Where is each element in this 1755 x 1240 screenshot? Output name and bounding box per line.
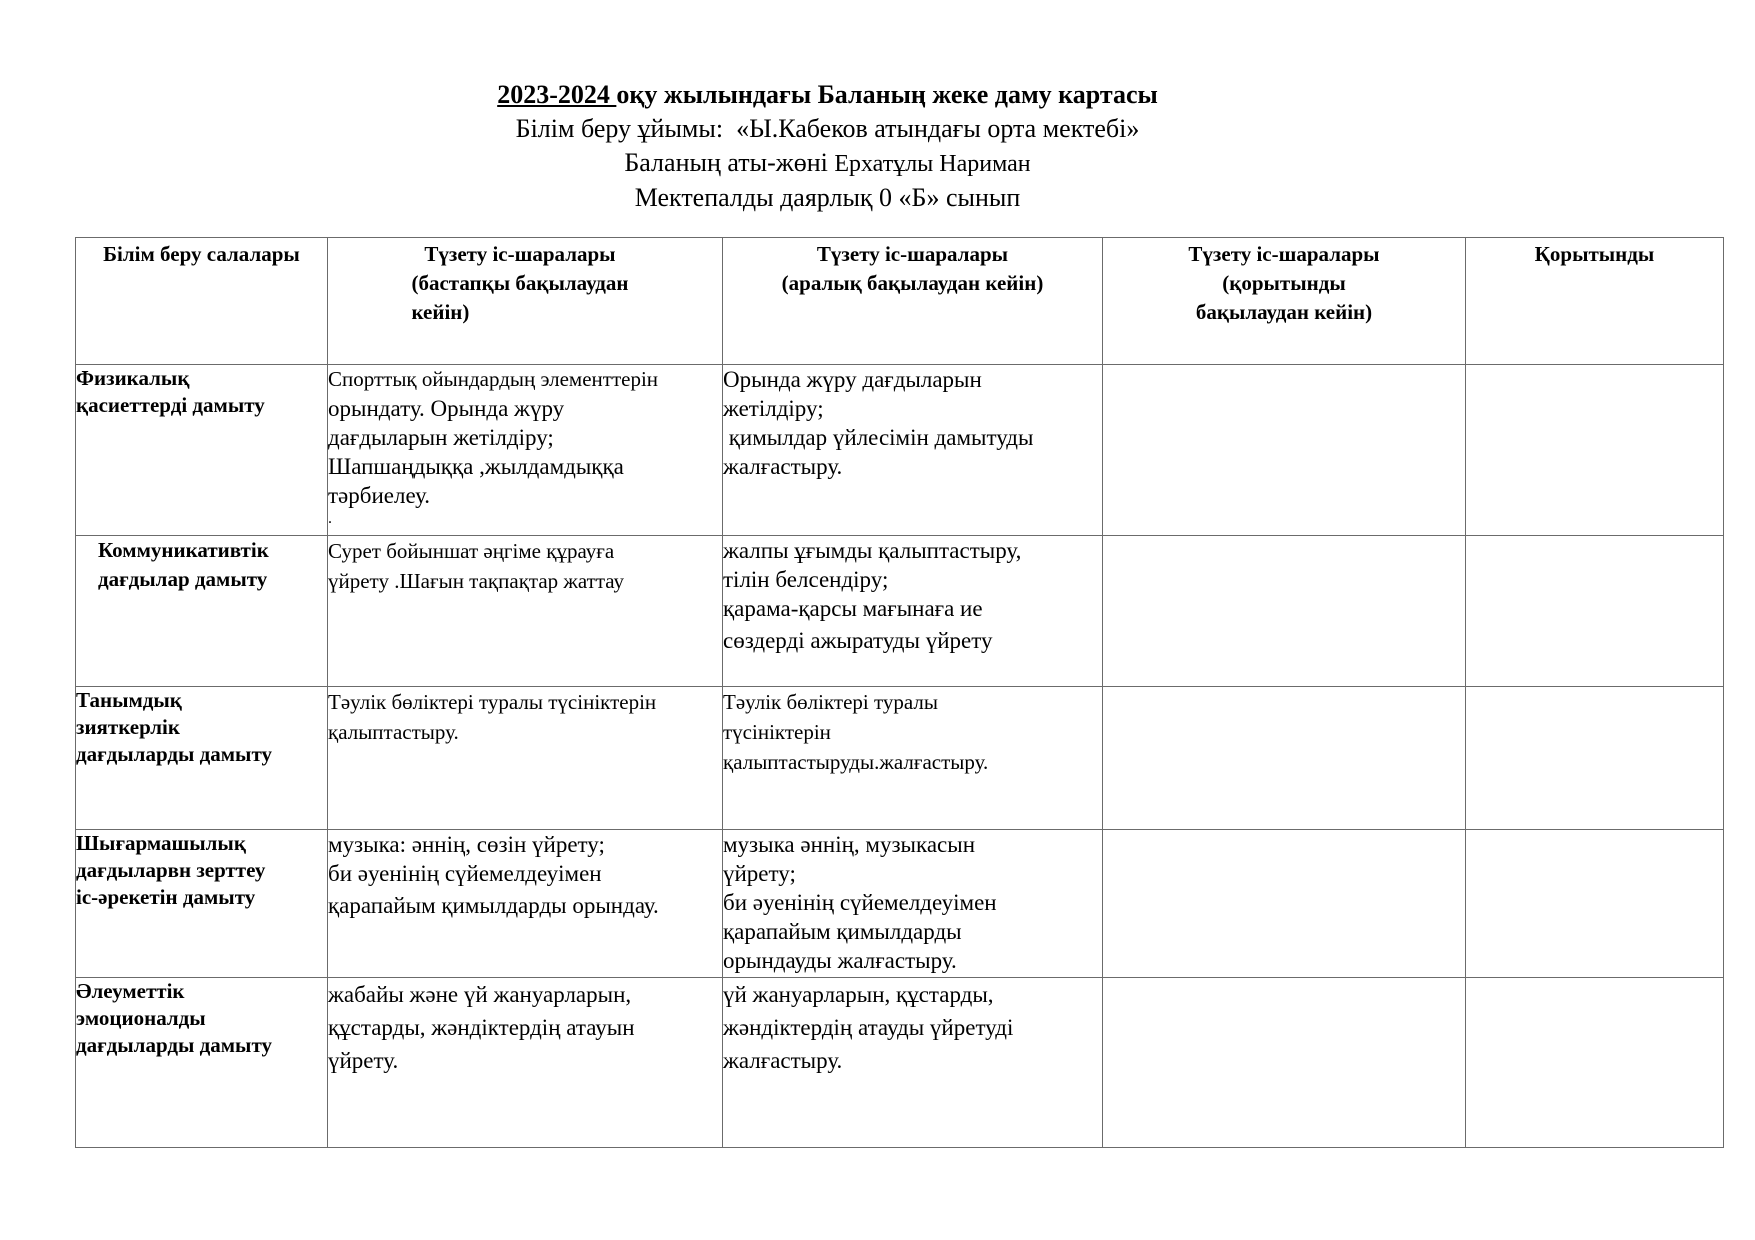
initial-measures-cell <box>328 365 723 536</box>
cell-line: жалғастыру. <box>723 1048 843 1073</box>
intermediate-measures-cell <box>723 687 1103 830</box>
cell-line: музыка: әннің, сөзін үйрету; <box>328 832 605 857</box>
cell-line: Шапшаңдыққа ,жылдамдыққа <box>328 454 624 479</box>
header-conclusion: Қорытынды <box>1466 238 1724 365</box>
cell-line: қимылдар үйлесімін дамытуды <box>723 425 1034 450</box>
cell-line: жалғастыру. <box>723 454 843 479</box>
cell-line: дағдыларын жетілдіру; <box>328 425 554 450</box>
cell-line: Тәулік бөліктері туралы түсініктерін <box>328 690 657 714</box>
initial-measures-cell <box>328 536 723 687</box>
cell-line: Тәулік бөліктері туралы <box>723 690 938 714</box>
area-creative <box>76 830 328 978</box>
table-row <box>76 830 1724 978</box>
table-row <box>76 365 1724 536</box>
cell-line: орындауды жалғастыру. <box>723 948 957 973</box>
cell-line: тәрбиелеу. <box>328 483 431 508</box>
child-name-label: Баланың аты-жөні <box>624 148 828 177</box>
area-line: зияткерлік <box>76 715 180 739</box>
document-header <box>0 78 1755 215</box>
cell-line: үйрету; <box>723 861 796 886</box>
grade-line: Мектепалды даярлық 0 «Б» сынып <box>634 183 1021 212</box>
cell-line: Орында жүру дағдыларын <box>723 367 982 392</box>
area-line: Физикалық <box>76 366 190 390</box>
intermediate-measures-cell <box>723 365 1103 536</box>
header-line: Түзету іс-шаралары <box>424 242 616 266</box>
title-text: оқу жылындағы Баланың жеке даму картасы <box>616 80 1158 109</box>
cell-line: би әуенінің сүйемелдеуімен <box>328 861 602 886</box>
cell-line: үйрету .Шағын тақпақтар жаттау <box>328 569 625 593</box>
area-physical <box>76 365 328 536</box>
header-line: (бастапқы бақылаудан <box>411 271 629 295</box>
intermediate-measures-cell <box>723 536 1103 687</box>
cell-line: үй жануарларын, құстарды, <box>723 982 994 1007</box>
header-intermediate-measures <box>723 238 1103 365</box>
cell-line: музыка әннің, музыкасын <box>723 832 976 857</box>
cell-line: қалыптастыруды.жалғастыру. <box>723 750 989 774</box>
cell-line: жалпы ұғымды қалыптастыру, <box>723 538 1022 563</box>
cell-line: құстарды, жәндіктердің атауын <box>328 1015 635 1040</box>
final-measures-cell <box>1103 365 1466 536</box>
child-name-line <box>0 146 1755 181</box>
header-line: (қорытынды <box>1222 271 1346 295</box>
initial-measures-cell <box>328 687 723 830</box>
cell-line: Сурет бойыншат әңгіме құрауға <box>328 539 615 563</box>
header-line: бақылаудан кейін) <box>1195 300 1373 324</box>
conclusion-cell <box>1466 536 1724 687</box>
header-line: Түзету іс-шаралары <box>1188 242 1380 266</box>
conclusion-cell <box>1466 830 1724 978</box>
cell-line: жетілдіру; <box>723 396 824 421</box>
cell-line: қарапайым қимылдарды <box>723 919 962 944</box>
header-row <box>76 238 1724 365</box>
area-line: дағдыларвн зерттеу <box>76 858 266 882</box>
area-line: эмоционалды <box>76 1006 206 1030</box>
area-line: дағдылар дамыту <box>98 567 268 591</box>
area-line: Танымдық <box>76 688 182 712</box>
cell-line: жәндіктердің атауды үйретуді <box>723 1015 1014 1040</box>
area-line: Әлеуметтік <box>76 979 185 1003</box>
header-line: кейін) <box>411 300 470 324</box>
header-final-measures <box>1103 238 1466 365</box>
organization-line <box>0 112 1755 146</box>
final-measures-cell <box>1103 536 1466 687</box>
header-initial-measures <box>328 238 723 365</box>
area-line: дағдыларды дамыту <box>76 742 272 766</box>
intermediate-measures-cell <box>723 830 1103 978</box>
cell-line: орындату. Орында жүру <box>328 396 565 421</box>
conclusion-cell <box>1466 365 1724 536</box>
cell-line: түсініктерін <box>723 720 831 744</box>
table-row <box>76 687 1724 830</box>
initial-measures-cell <box>328 830 723 978</box>
document-title <box>0 78 1755 112</box>
table-row <box>76 978 1724 1148</box>
development-map-table <box>75 237 1724 1148</box>
initial-measures-cell <box>328 978 723 1148</box>
intermediate-measures-cell <box>723 978 1103 1148</box>
conclusion-cell <box>1466 978 1724 1148</box>
area-line: дағдыларды дамыту <box>76 1033 272 1057</box>
header-line: Түзету іс-шаралары <box>816 242 1009 266</box>
child-name: Ерхатұлы Нариман <box>834 151 1031 177</box>
cell-line: қарапайым қимылдарды орындау. <box>328 893 659 918</box>
cell-line: Спорттық ойындардың элементтерін <box>328 367 659 391</box>
area-social-emotional <box>76 978 328 1148</box>
cell-line: тілін белсендіру; <box>723 567 889 592</box>
cell-line: сөздерді ажыратуды үйрету <box>723 628 993 653</box>
organization-name: «Ы.Кабеков атындағы орта мектебі» <box>736 114 1140 143</box>
area-line: Шығармашылық <box>76 831 246 855</box>
area-communication <box>76 536 328 687</box>
cell-line: үйрету. <box>328 1048 399 1073</box>
final-measures-cell <box>1103 687 1466 830</box>
cell-line: жабайы және үй жануарларын, <box>328 982 632 1007</box>
organization-label: Білім беру ұйымы: <box>515 114 724 143</box>
final-measures-cell <box>1103 830 1466 978</box>
area-line: қасиеттерді дамыту <box>76 393 265 417</box>
area-line: іс-әрекетін дамыту <box>76 885 256 909</box>
area-line: Коммуникативтік <box>98 538 269 562</box>
cell-line: қарама-қарсы мағынаға ие <box>723 596 983 621</box>
academic-year: 2023-2024 <box>497 80 617 109</box>
table-row <box>76 536 1724 687</box>
cell-line: би әуенінің сүйемелдеуімен <box>723 890 997 915</box>
header-line: (аралық бақылаудан кейін) <box>781 271 1044 295</box>
cell-line: қалыптастыру. <box>328 720 459 744</box>
area-cognitive <box>76 687 328 830</box>
header-education-areas: Білім беру салалары <box>76 238 328 365</box>
final-measures-cell <box>1103 978 1466 1148</box>
conclusion-cell <box>1466 687 1724 830</box>
cell-line: . <box>328 510 332 527</box>
